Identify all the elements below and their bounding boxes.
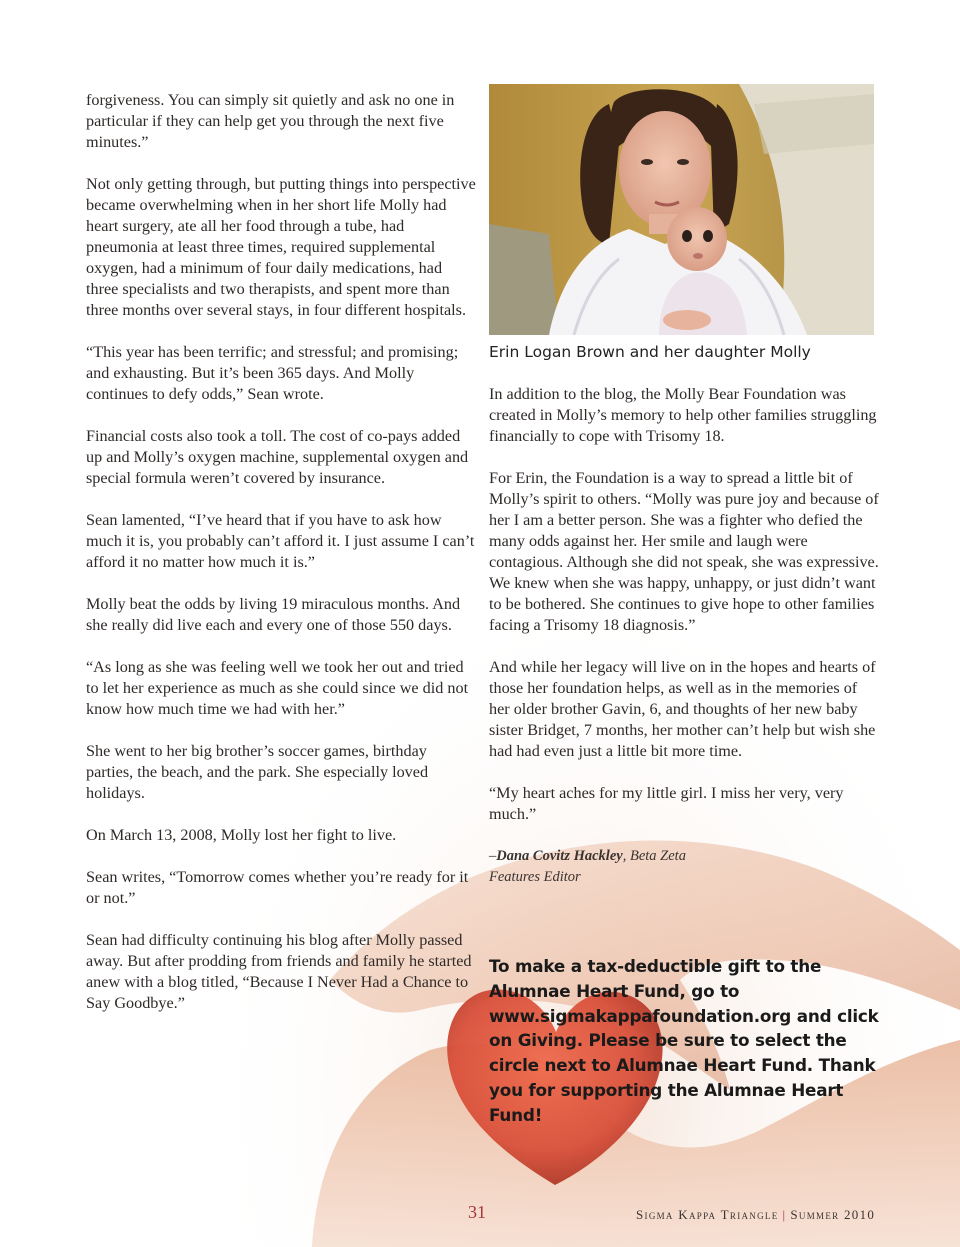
mother-daughter-photo [489, 84, 874, 335]
donation-appeal: To make a tax-deductible gift to the Alumnae Heart Fund, go to www.sigmakappafoundation.org and click on Giving. Please be sure to select the circle next to Alumnae Heart Fund. Thank you for supporting the Alumnae Heart Fund! [489, 956, 879, 1125]
body-paragraph: Molly beat the odds by living 19 miraculous months. And she really did live each and every one of those 550 days. [86, 595, 461, 634]
page-number: 31 [468, 1202, 486, 1222]
publication-name: Sigma Kappa Triangle [636, 1207, 779, 1222]
body-paragraph: “As long as she was feeling well we took her out and tried to let her experience as much as she could since we did not know how much time we had with her.” [86, 658, 469, 718]
body-paragraph: In addition to the blog, the Molly Bear Foundation was created in Molly’s memory to help other families struggling financially to cope with Trisomy 18. [489, 385, 877, 445]
body-paragraph: And while her legacy will live on in the hopes and hearts of those her foundation helps, as well as in the memories of her older brother Gavin, 6, and thoughts of her new baby sister Bridget, 7 months, her mother can’t help but wish she had had even just a little bit more time. [489, 658, 876, 760]
left-column [86, 90, 478, 1035]
footer-separator: | [782, 1207, 787, 1222]
author-chapter: , Beta Zeta [622, 848, 686, 864]
issue-label: Summer 2010 [790, 1207, 876, 1222]
body-paragraph: Financial costs also took a toll. The cost of co-pays added up and Molly’s oxygen machine, supplemental oxygen and special formula weren’t covered by insurance. [86, 427, 469, 487]
body-paragraph: Sean writes, “Tomorrow comes whether you’re ready for it or not.” [86, 868, 469, 907]
author-byline [489, 846, 879, 867]
body-paragraph: On March 13, 2008, Molly lost her fight to live. [86, 826, 397, 844]
author-title: Features Editor [489, 869, 581, 885]
body-paragraph: Sean had difficulty continuing his blog after Molly passed away. But after prodding from friends and family he started anew with a blog titled, “Because I Never Had a Chance to Say Goodbye.” [86, 931, 472, 1012]
photo-caption: Erin Logan Brown and her daughter Molly [489, 343, 811, 361]
body-paragraph: “This year has been terrific; and stressful; and promising; and exhausting. But it’s been 365 days. And Molly continues to defy odds,” Sean wrote. [86, 343, 459, 403]
body-paragraph: Sean lamented, “I’ve heard that if you have to ask how much it is, you probably can’t afford it. I just assume I can’t afford it no matter how much it is.” [86, 511, 475, 571]
byline-dash: – [489, 848, 497, 864]
body-paragraph: “My heart aches for my little girl. I miss her very, very much.” [489, 784, 844, 823]
author-name: Dana Covitz Hackley [496, 848, 623, 864]
body-paragraph: She went to her big brother’s soccer games, birthday parties, the beach, and the park. She especially loved holidays. [86, 742, 429, 802]
body-paragraph: forgiveness. You can simply sit quietly and ask no one in particular if they can help get you through the next five minutes.” [86, 91, 455, 151]
body-paragraph: For Erin, the Foundation is a way to spread a little bit of Molly’s spirit to others. “Molly was pure joy and because of her I am a better person. She was a fighter who defied the many odds against her. Her smile and laugh were contagious. Although she did not speak, she was expressive. We knew when she was happy, unhappy, or just didn’t want to be bothered. She continues to give hope to other families facing a Trisomy 18 diagnosis.” [489, 469, 879, 634]
body-paragraph: Not only getting through, but putting things into perspective became overwhelming when in her short life Molly had heart surgery, ate all her food through a tube, had pneumonia at least three times, required supplemental oxygen, had a minimum of four daily medications, had three specialists and two therapists, and spent more than three months over several stays, in four different hospitals. [86, 175, 476, 319]
running-footer [636, 1207, 875, 1223]
right-column [489, 384, 879, 888]
